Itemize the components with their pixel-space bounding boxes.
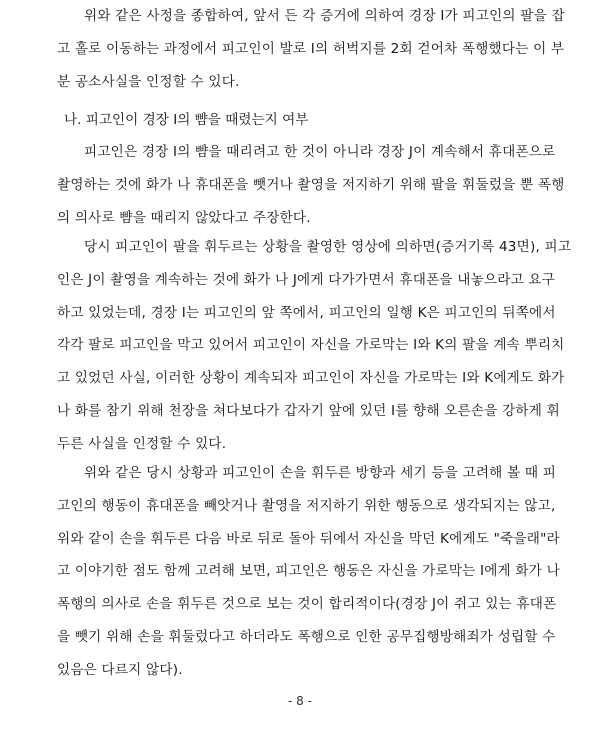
text-line: 위와 같이 손을 휘두른 다음 바로 뒤로 돌아 뒤에서 자신을 막던 K에게도 "죽을래"라 <box>57 530 560 547</box>
paragraph-defendant-claim <box>57 136 565 234</box>
paragraph-conclusion <box>57 0 565 98</box>
text-line: 두른 사실을 인정할 수 있다. <box>57 435 227 452</box>
paragraph-video-evidence <box>57 231 572 461</box>
text-line: 하고 있었는데, 경장 I는 피고인의 앞 쪽에서, 피고인의 일행 K은 피고인의 뒤쪽에서 <box>57 304 556 321</box>
text-line: 을 뺏기 위해 손을 휘둘렀다고 하더라도 폭행으로 인한 공무집행방해죄가 성립할 수 <box>57 628 556 645</box>
page-number: - 8 - <box>288 694 312 708</box>
text-line: 고 이야기한 점도 함께 고려해 보면, 피고인은 행동은 자신을 가로막는 I에게 화가 나 <box>57 563 560 580</box>
text-line: 각각 팔로 피고인을 막고 있어서 피고인이 자신을 가로막는 I와 K의 팔을 계속 뿌리치 <box>57 337 565 354</box>
text-line: 위와 같은 사정을 종합하여, 앞서 든 각 증거에 의하여 경장 I가 피고인의 팔을 잡 <box>84 8 565 24</box>
text-line: 고인의 행동이 휴대폰을 빼앗거나 촬영을 저지하기 위한 행동으로 생각되지는 않고, <box>57 497 556 514</box>
text-line: 고 있었던 사실, 이러한 상황이 계속되자 피고인이 자신을 가로막는 I와 K에게도 화가 <box>57 370 565 387</box>
text-line: 있음은 다르지 않다). <box>57 661 183 678</box>
paragraph-court-judgment <box>57 457 560 687</box>
text-line: 의 의사로 뺨을 때리지 않았다고 주장한다. <box>57 209 311 226</box>
text-line: 인은 J이 촬영을 계속하는 것에 화가 나 J에게 다가가면서 휴대폰을 내놓으라고 요구 <box>57 271 556 288</box>
section-heading: 나. 피고인이 경장 I의 뺨을 때렸는지 여부 <box>64 112 309 128</box>
text-line: 위와 같은 당시 상황과 피고인이 손을 휘두른 방향과 세기 등을 고려해 볼 때 피 <box>84 465 557 481</box>
text-line: 폭행의 의사로 손을 휘두른 것으로 보는 것이 합리적이다(경장 J이 쥐고 있는 휴대폰 <box>57 596 557 613</box>
text-line: 당시 피고인이 팔을 휘두르는 상황을 촬영한 영상에 의하면(증거기록 43면), 피고 <box>84 239 572 255</box>
text-line: 고 홀로 이동하는 과정에서 피고인이 발로 I의 허벅지를 2회 걷어차 폭행했다는 이 부 <box>57 40 565 57</box>
text-line: 피고인은 경장 I의 뺨을 때리려고 한 것이 아니라 경장 J이 계속해서 휴대폰으로 <box>84 144 556 160</box>
text-line: 분 공소사실을 인정할 수 있다. <box>57 73 240 90</box>
text-line: 나 화를 참기 위해 천장을 쳐다보다가 갑자기 앞에 있던 I를 향해 오른손을 강하게 휘 <box>57 402 560 419</box>
text-line: 촬영하는 것에 화가 나 휴대폰을 뺏거나 촬영을 저지하기 위해 팔을 휘둘렀을 뿐 폭행 <box>57 176 565 193</box>
